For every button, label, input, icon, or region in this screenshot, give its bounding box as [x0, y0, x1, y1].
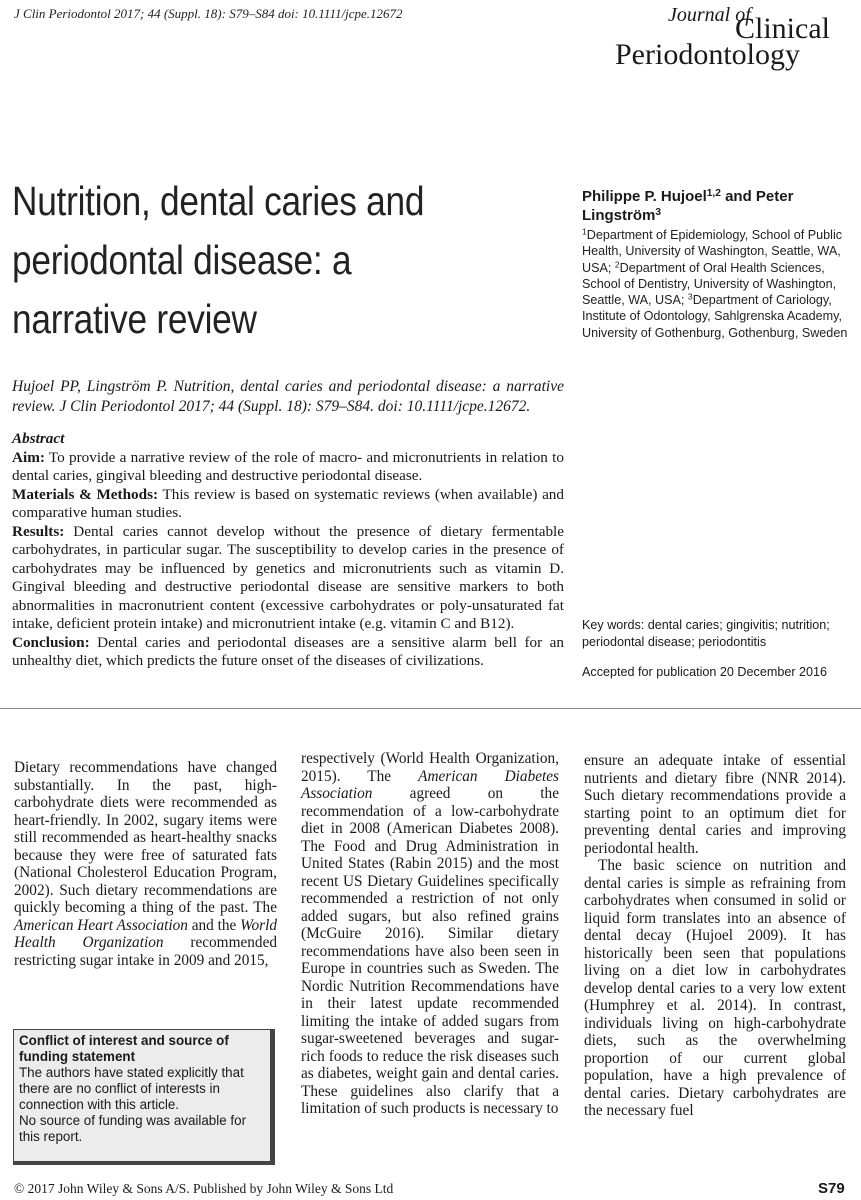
affiliations — [582, 227, 852, 341]
affiliation-2: Department of Oral Health Sciences, School of Dentistry, University of Washington, Seattle, WA, USA; — [582, 260, 837, 308]
author-2: and Peter Lingström — [582, 188, 794, 224]
author-1-affil-marks: 1,2 — [706, 187, 721, 199]
aim-label: Aim: — [12, 448, 45, 466]
conflict-statement: The authors have stated explicitly that there are no conflict of interests in connection with this article. — [19, 1065, 244, 1112]
running-header-citation: J Clin Periodontol 2017; 44 (Suppl. 18): S79–S84 doi: 10.1111/jcpe.12672 — [14, 6, 403, 21]
methods-text: This review is based on systematic reviews (when available) and comparative human studies. — [12, 485, 564, 521]
page-number: S79 — [818, 1180, 845, 1197]
affil-marker-1: 1 — [582, 226, 587, 237]
body-text: recommended restricting sugar intake in 2009 and 2015, — [14, 934, 278, 969]
journal-logo-line1: Journal of — [668, 4, 751, 26]
body-column-2 — [301, 750, 559, 1118]
body-italic: American Diabetes Association — [301, 767, 559, 802]
author-list — [582, 187, 852, 225]
journal-logo — [560, 2, 850, 71]
funding-statement: No source of funding was available for this report. — [19, 1113, 247, 1144]
results-label: Results: — [12, 522, 65, 540]
conclusion-label: Conclusion: — [12, 633, 90, 651]
paragraph: The basic science on nutrition and dental caries is simple as refraining from carbohydrates when consumed in solid or liquid form translates into an absence of dental decay (Hujoel 2009). It has historically been seen that populations living on a diet low in carbohydrates develop dental caries to a very low extent (Humphrey et al. 2014). In contrast, individuals living on high-carbohydrate diets, such as the overwhelming proportion of our current global population, have a high prevalence of dental caries. Dietary carbohydrates are the necessary fuel — [584, 857, 846, 1119]
methods-label: Materials & Methods: — [12, 485, 159, 503]
body-text: agreed on the recommendation of a low-carbohydrate diet in 2008 (American Diabetes 2008). The Food and Drug Administration in United States (Rabin 2015) and the most recent US Dietary Guidelines specifically recommended a restriction of not only added sugars, but also refined grains (McGuire 2016). Similar dietary recommendations have also been seen in Europe in countries such as Sweden. The Nordic Nutrition Recommendations have in their latest update recommended limiting the intake of added sugars from sugar-sweetened beverages and sugar-rich foods to reduce the risk diseases such as diabetes, weight gain and dental caries. These guidelines also clarify that a limitation of such products is necessary to — [301, 785, 559, 1117]
aim-text: To provide a narrative review of the role of macro- and micronutrients in relation to dental caries, gingival bleeding and destructive periodontal disease. — [12, 448, 564, 484]
affiliation-1: Department of Epidemiology, School of Public Health, University of Washington, Seattle, WA, USA; — [582, 228, 843, 275]
section-divider — [0, 708, 861, 709]
affil-marker-3: 3 — [687, 291, 693, 302]
author-1: Philippe P. Hujoel — [582, 188, 707, 205]
affil-marker-2: 2 — [614, 259, 620, 270]
body-text: and the — [187, 916, 241, 934]
affiliation-3: Department of Cariology, Institute of Odontology, Sahlgrenska Academy, University of Gothenburg, Gothenburg, Sweden — [582, 293, 848, 340]
conflict-heading: Conflict of interest and source of funding statement — [19, 1033, 229, 1064]
accepted-date: Accepted for publication 20 December 2016 — [582, 665, 828, 679]
keywords: Key words: dental caries; gingivitis; nutrition; periodontal disease; periodontitis — [582, 618, 830, 649]
article-title: Nutrition, dental caries and periodontal disease: a narrative review — [12, 178, 425, 342]
how-to-cite: Hujoel PP, Lingström P. Nutrition, dental caries and periodontal disease: a narrative review. J Clin Periodontol 2017; 44 (Suppl. 18): S79–S84. doi: 10.1111/jcpe.12672. — [12, 378, 564, 415]
body-text: Dietary recommendations have changed substantially. In the past, high-carbohydrate diets were recommended as heart-friendly. In 2002, sugary items were still recommended as heart-healthy snacks because they were free of saturated fats (National Cholesterol Education Program, 2002). Such dietary recommendations are quickly becoming a thing of the past. The — [14, 759, 277, 916]
results-text: Dental caries cannot develop without the presence of dietary fermentable carbohydrates, in particular sugar. The susceptibility to develop caries in the presence of carbohydrates may be influenced by genetics and micronutrients such as vitamin D. Gingival bleeding and destructive periodontal disease are sensitive markers to both abnormalities in macronutrient content (excessive carbohydrates or poly-unsaturated fat intake, deficient protein intake) and micronutrient intake (e.g. vitamin C and B12). — [12, 522, 564, 632]
journal-logo-line3: Periodontology — [615, 38, 800, 71]
abstract — [12, 430, 564, 671]
body-column-3 — [584, 752, 846, 1120]
body-italic: American Heart Association — [14, 916, 188, 934]
body-italic: World Health Organization — [14, 916, 278, 951]
body-column-1 — [14, 759, 277, 969]
abstract-heading: Abstract — [12, 430, 65, 447]
copyright-notice: © 2017 John Wiley & Sons A/S. Published by John Wiley & Sons Ltd — [14, 1181, 394, 1196]
conclusion-text: Dental caries and periodontal diseases are a sensitive alarm bell for an unhealthy diet, which predicts the future onset of the diseases of civilizations. — [12, 633, 564, 669]
body-text: respectively (World Health Organization, 2015). The — [301, 750, 559, 785]
paragraph: ensure an adequate intake of essential nutrients and dietary fibre (NNR 2014). Such dietary recommendations provide a starting point to an optimum diet for preventing dental caries and improving periodontal health. — [584, 752, 846, 857]
author-2-affil-mark: 3 — [655, 206, 662, 218]
conflict-of-interest-box — [13, 1029, 275, 1165]
journal-logo-line2: Clinical — [735, 12, 830, 45]
